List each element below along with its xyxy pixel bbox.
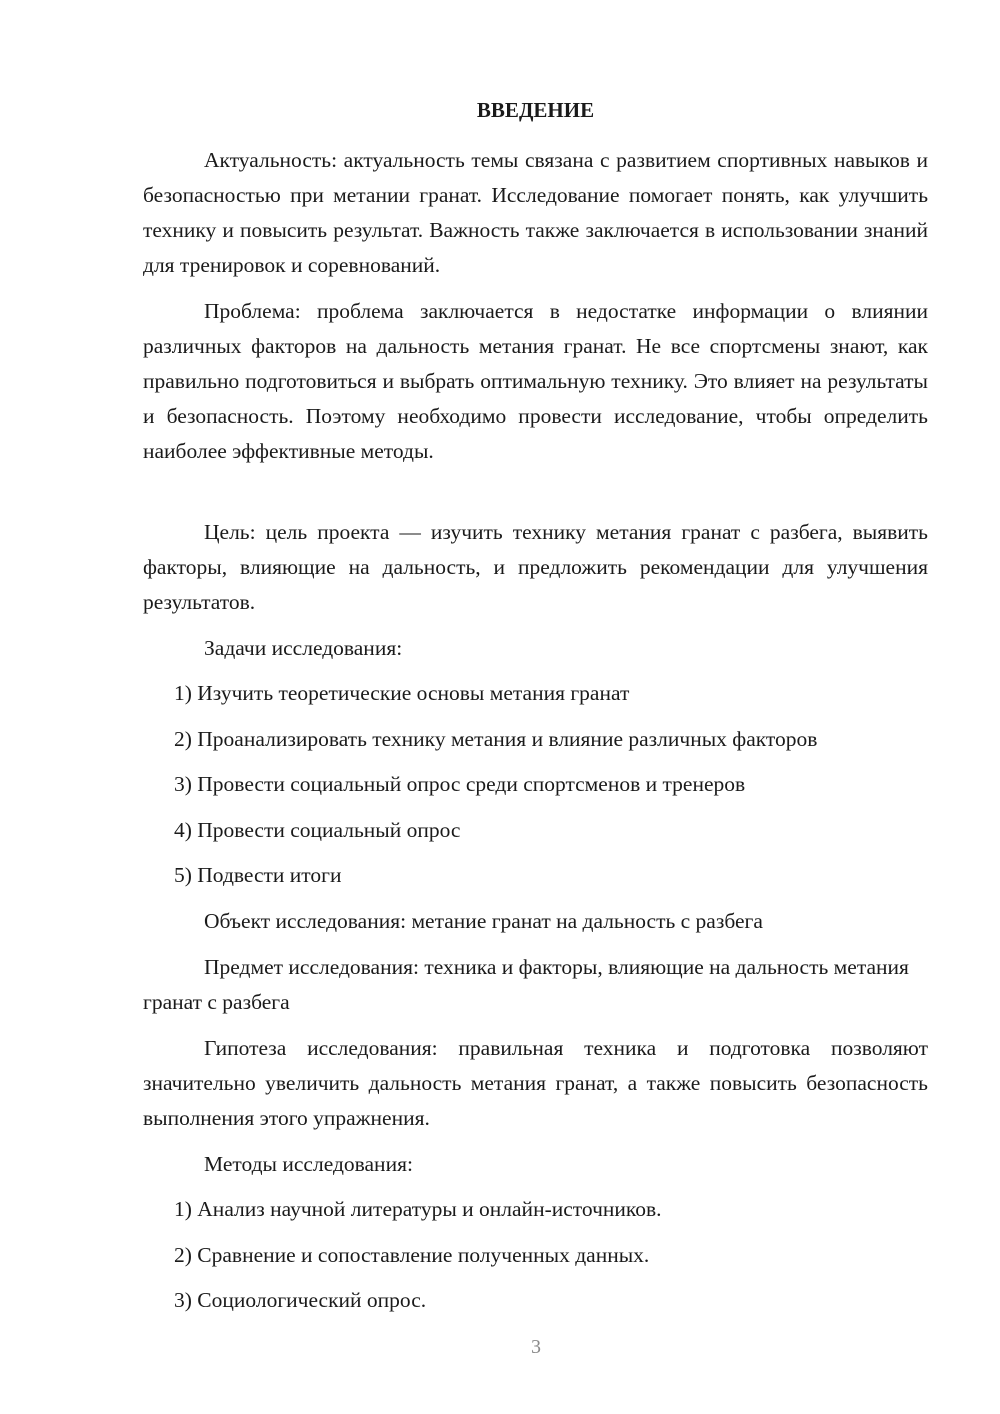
method-item: 3) Социологический опрос. [174, 1288, 427, 1312]
paragraph-problem: Проблема: проблема заключается в недостатке информации о влиянии различных факторов на дальность метания гранат. Не все спортсмены знают, как правильно подготовиться и выбрать оптимальную технику. Это влияет на результаты и безопасность. Поэтому необходимо провести исследование, чтобы определить наиболее эффективные методы. [143, 299, 928, 463]
task-item: 2) Проанализировать технику метания и влияние различных факторов [174, 727, 818, 751]
task-item: 5) Подвести итоги [174, 863, 342, 887]
tasks-heading: Задачи исследования: [204, 636, 403, 660]
method-item: 1) Анализ научной литературы и онлайн-источников. [174, 1197, 662, 1221]
methods-heading: Методы исследования: [204, 1152, 413, 1176]
method-item: 2) Сравнение и сопоставление полученных данных. [174, 1243, 650, 1267]
task-item: 3) Провести социальный опрос среди спортсменов и тренеров [174, 772, 746, 796]
page-title: ВВЕДЕНИЕ [476, 98, 595, 122]
task-item: 4) Провести социальный опрос [174, 818, 461, 842]
task-item: 1) Изучить теоретические основы метания гранат [174, 681, 630, 705]
paragraph-hypothesis: Гипотеза исследования: правильная техника и подготовка позволяют значительно увеличить дальность метания гранат, а также повысить безопасность выполнения этого упражнения. [143, 1036, 928, 1130]
paragraph-relevance: Актуальность: актуальность темы связана с развитием спортивных навыков и безопасностью при метании гранат. Исследование помогает понять, как улучшить технику и повысить результат. Важность также заключается в использовании знаний для тренировок и соревнований. [143, 148, 928, 277]
paragraph-goal: Цель: цель проекта — изучить технику метания гранат с разбега, выявить факторы, влияющие на дальность, и предложить рекомендации для улучшения результатов. [143, 520, 928, 614]
paragraph-object: Объект исследования: метание гранат на дальность с разбега [204, 909, 763, 933]
paragraph-subject: Предмет исследования: техника и факторы, влияющие на дальность метания гранат с разбега [143, 955, 909, 1014]
page-number: 3 [531, 1336, 541, 1358]
